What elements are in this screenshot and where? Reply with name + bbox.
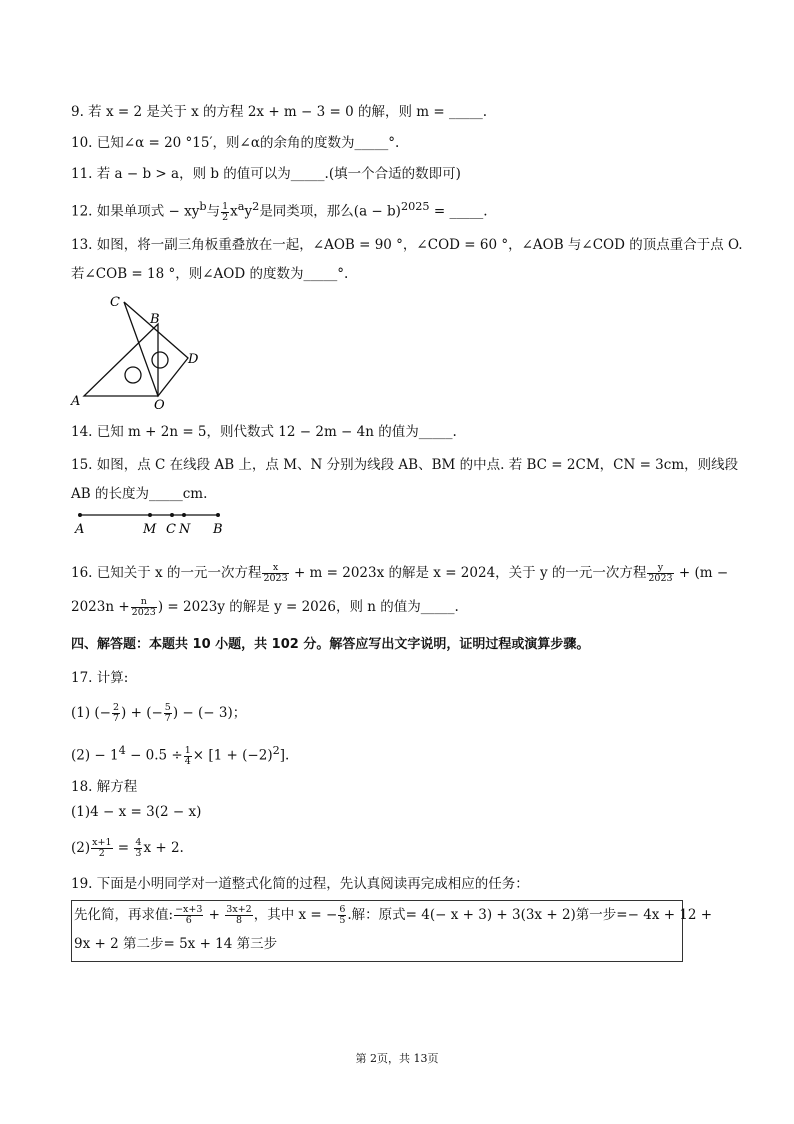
question-17-part1: (1) (− $\frac{2}{7}$ ) + (− $\frac{5}{7}$ ) − (− 3)；	[71, 702, 247, 724]
label-A: A	[75, 522, 85, 537]
label-C: C	[166, 522, 176, 537]
label-C: C	[110, 295, 120, 310]
solution-line2: 9x + 2 第二步= 5x + 14 第三步	[74, 936, 278, 952]
label-N: N	[179, 522, 191, 537]
label-M: M	[143, 522, 157, 537]
label-D: D	[188, 352, 199, 367]
fraction: $\frac{1}{2}$	[222, 200, 229, 223]
question-9: 9. 若 x = 2 是关于 x 的方程 2x + m − 3 = 0 的解，则 m = _____.	[71, 104, 488, 120]
question-13-line1: 13. 如图，将一副三角板重叠放在一起，∠AOB = 90 °，∠COD = 60 °，∠AOB 与∠COD 的顶点重合于点 O.	[71, 237, 743, 253]
question-17: 17. 计算:	[71, 670, 129, 686]
question-11: 11. 若 a − b > a，则 b 的值可以为_____.(填一个合适的数即可)	[71, 166, 461, 182]
fraction: $\frac{6}{5}$	[339, 904, 346, 926]
fraction: $\frac{x}{2023}$	[263, 562, 288, 584]
question-19: 19. 下面是小明同学对一道整式化简的过程，先认真阅读再完成相应的任务：	[71, 876, 529, 892]
fraction: $\frac{y}{2023}$	[648, 562, 673, 584]
question-10: 10. 已知∠α = 20 °15′，则∠α的余角的度数为_____°.	[71, 135, 400, 151]
page-footer: 第 2页，共 13页	[355, 1052, 439, 1065]
question-12: 12. 如果单项式 − $xy^b$与 $\frac{1}{2}$ $x^ay^2$是同类项，那么$(a - b)^{2025}$ = _____.	[71, 200, 488, 223]
segment-figure	[70, 508, 240, 538]
question-17-part2: $(2) - 1^4 - 0.5$ ÷ $\frac{1}{4}$ × $[1 + (-2)^2]$.	[71, 744, 290, 767]
triangle-figure	[66, 290, 216, 415]
fraction: $\frac{3x+2}{8}$	[226, 904, 252, 926]
label-B: B	[213, 522, 223, 537]
fraction: $\frac{4}{3}$	[135, 837, 142, 859]
question-15-line1: 15. 如图，点 C 在线段 AB 上，点 M、N 分别为线段 AB、BM 的中点. 若 BC = 2CM，CN = 3cm，则线段	[71, 457, 739, 473]
question-15-line2: AB 的长度为_____cm.	[71, 486, 208, 502]
fraction: $\frac{-x+3}{6}$	[175, 904, 203, 926]
fraction: $\frac{n}{2023}$	[131, 596, 156, 618]
question-16-line1: 16. 已知关于 x 的一元一次方程 $\frac{x}{2023}$ + m = 2023x 的解是 x = 2024，关于 y 的一元一次方程 $\frac{y}{2023}$ + (m −	[71, 562, 729, 584]
question-18-part2: (2) $\frac{x+1}{2}$ = $\frac{4}{3}$ x + 2.	[71, 837, 184, 859]
label-B: B	[150, 312, 160, 327]
question-16-line2: 2023n + $\frac{n}{2023}$ ) = 2023y 的解是 y = 2026，则 n 的值为_____.	[71, 596, 459, 618]
question-18-part1: (1)4 − x = 3(2 − x)	[71, 804, 202, 820]
question-18: 18. 解方程	[71, 779, 138, 795]
fraction: $\frac{1}{4}$	[184, 744, 191, 767]
fraction: $\frac{5}{7}$	[164, 702, 171, 724]
fraction: $\frac{2}{7}$	[113, 702, 120, 724]
question-14: 14. 已知 m + 2n = 5，则代数式 12 − 2m − 4n 的值为_____.	[71, 424, 457, 440]
fraction: $\frac{x+1}{2}$	[92, 837, 112, 859]
solution-line1: 先化简，再求值: $\frac{-x+3}{6}$ + $\frac{3x+2}{8}$ ，其中 x = − $\frac{6}{5}$ .解：原式= 4(− x + 3) + 3(3x + 2)第一步=− 4x + 12 +	[74, 904, 713, 926]
label-O: O	[154, 398, 165, 413]
question-13-line2: 若∠COB = 18 °，则∠AOD 的度数为_____°.	[71, 266, 349, 282]
label-A: A	[71, 394, 81, 409]
section-heading: 四、解答题：本题共 10 小题，共 102 分。解答应写出文字说明，证明过程或演算步骤。	[71, 637, 590, 652]
